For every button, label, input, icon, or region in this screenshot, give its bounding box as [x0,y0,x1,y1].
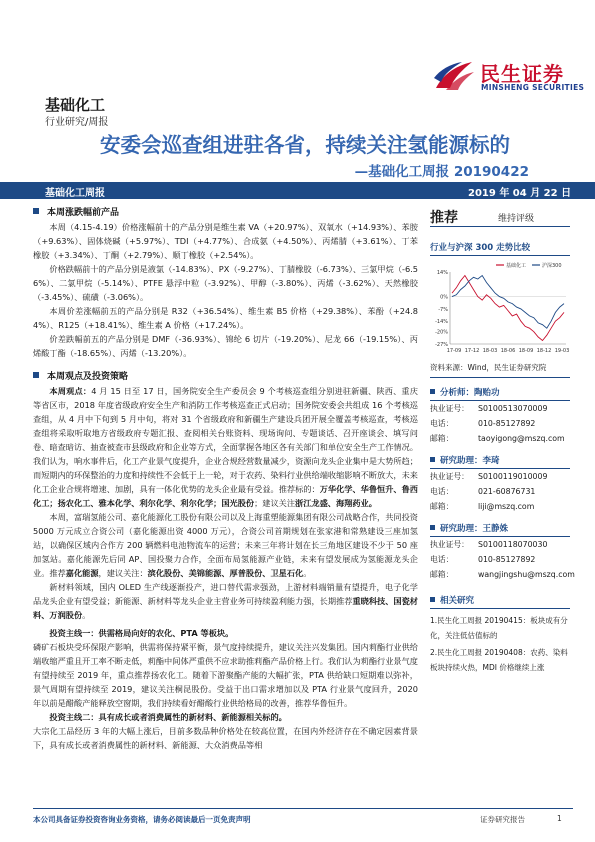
x-tick-label: 18-03 [482,348,498,354]
rating-box [430,206,570,227]
x-tick-label: 18-09 [518,348,534,354]
contact-row [430,552,570,567]
contact-value[interactable]: liji@mszq.com [478,502,535,511]
contact-value: 010-85127892 [478,419,536,428]
contact-row [430,499,570,514]
x-tick-label: 17-12 [464,348,480,354]
paragraph: 大宗化工品经历 3 年的大幅上涨后，目前多数品种价格处在较高位置，在国内外经济存在不确定因素背景下，具有成长或者消费属性的新材料、新能源、大众消费品等相 [33,726,418,750]
section-heading: 本周涨跌幅前产品 [33,206,418,220]
legend-label: 沪深300 [542,263,562,269]
series-line-hs300 [452,276,564,329]
page-subtitle: —基础化工周报 20190422 [354,164,529,180]
sidebar [430,206,575,675]
square-bullet-icon [430,457,435,462]
page-title: 安委会巡查组进驻各省，持续关注氢能源标的 [100,133,510,157]
brand-name-en: MINSHENG SECURITIES [481,83,585,92]
contact-row [430,469,570,484]
main-column [33,206,418,752]
related-heading: 相关研究 [430,594,570,609]
chart-source: 资料来源：Wind，民生证券研究院 [430,362,570,378]
contact-row [430,567,575,582]
x-tick-label: 19-03 [554,348,570,354]
rating-value: 维持评级 [498,214,535,224]
y-tick-label: -7% [438,306,448,313]
contact-value[interactable]: taoyigong@mszq.com [478,434,565,443]
contact-value: S0100119010009 [478,472,548,481]
contact-row [430,537,570,552]
y-tick-label: 0% [440,294,448,301]
related-report-link[interactable]: 2.民生化工周报 20190408：农药、染料板块持续火热，MDI 价格继续上涨 [430,648,568,672]
researcher-heading: 研究助理：王静姝 [430,522,570,537]
contact-key: 电话： [430,487,454,496]
contact-key: 邮箱： [430,570,454,579]
section-heading: 本周观点及投资策略 [33,370,418,384]
investment-line-heading: 投资主线一：供需格局向好的农化、PTA 等板块。 [49,628,234,638]
paragraph: 磷矿石板块受环保限产影响，供需将保持紧平衡，景气度持续提升，建议关注兴发集团。国内莉酯行业供给端收缩严重且开工率不断走低，莉酯中间体严重供不应求助推莉酯产品价格上行。我们认为莉酯行业景气度有望持续至 2019 年，重点推荐扬农化工。随着下游聚酯产能的大幅扩张，PTA 供给缺口短期难以弥补，景气周期有望持续至 2019，建议关注桐昆股份。受益于出口需求增加以及 PTA 行业景气度回升，2020 年以前是醋酸产能释放空窗期，我们持续看好醋酸行业供给格局的改善，推荐华鲁恒升。 [33,642,418,708]
paragraph: 本周，富瑞氢能公司、嘉化能源化工股份有限公司以及上海重塑能源集团有限公司战略合作，共同投资 5000 万元成立合资公司（嘉化能源出资 4000 万元），合资公司首期规划在张家港和常熟建设三座加氢站，以确保区域内合作方 200 辆燃料电池物流车的运营；未来三年将计划在长三角地区建设不少于 50 座加氢站。嘉化能源先后同 AP、国投聚力合作，全面布局氢能源产业链，未来有望发展成为氢能源龙头企业。推荐嘉化能源，建议关注：滨化股份、美锦能源、厚普股份、卫星石化。 [33,512,418,578]
investment-line-heading: 投资主线二：具有成长或者消费属性的新材料、新能源相关标的。 [49,712,287,722]
analyst-contact [430,401,570,446]
contact-key: 执业证号： [430,404,469,413]
contact-value: 010-85127892 [478,555,536,564]
header-bar-label: 基础化工周报 [45,188,105,199]
minsheng-logo-icon [432,58,476,92]
page-number: 1 [557,814,562,823]
square-bullet-icon [430,525,435,530]
industry-label: 基础化工 [45,96,106,114]
contact-value[interactable]: wangjingshu@mszq.com [478,570,575,579]
contact-row [430,416,570,431]
trend-chart [430,260,570,360]
contact-row [430,484,570,499]
analyst-heading: 分析师：陶贻功 [430,386,570,401]
researcher-heading: 研究助理：李琦 [430,454,570,469]
report-type: 行业研究/周报 [45,117,109,128]
y-tick-label: -20% [435,329,448,336]
contact-key: 电话： [430,419,454,428]
paragraph: 价格跌幅前十的产品分别是液氯（-14.83%）、PX（-9.27%）、丁腈橡胶（-6.73%）、三氯甲烷（-6.56%）、二氯甲烷（-5.14%）、PTFE 悬浮中粒（-3.92%）、甲醇（-3.80%）、丙烯（-3.62%）、天然橡胶（-3.45%）、硫磺（-3.06%）。 [33,264,418,302]
related-report-link[interactable]: 1.民生化工周报 20190415：板块成有分化，关注低估值标的 [430,616,568,640]
y-tick-label: -27% [435,342,448,348]
square-bullet-icon [33,208,39,214]
paragraph: 本周价差涨幅前五的产品分别是 R32（+36.54%）、维生素 B5 价格（+29.38%）、苯酚（+24.84%）、R125（+18.41%）、维生素 A 价格（+17.24%）。 [33,306,418,330]
contact-key: 邮箱： [430,502,454,511]
y-tick-label: 14% [436,270,448,276]
paragraph: 价差跌幅前五的产品分别是 DMF（-36.93%）、锦纶 6 切片（-19.20%）、尼龙 66（-19.15%）、丙烯酸丁酯（-18.65%）、丙烯（-13.20%）。 [33,334,418,358]
contact-key: 邮箱： [430,434,454,443]
contact-row [430,431,570,446]
contact-key: 电话： [430,555,454,564]
footer-label: 证券研究报告 [480,815,525,824]
footer-divider [33,808,573,809]
square-bullet-icon [430,389,435,394]
paragraph: 新材料领域，国内 OLED 生产线逐渐投产，进口替代需求强劲，上游材料端销量有望提升，电子化学品龙头企业有望受益；新能源、新材料等龙头企业主营业务可持续盈利能力强，长期推荐重晓科技、国瓷材料、万润股份。 [33,582,418,620]
researcher-contact [430,469,570,514]
contact-row [430,401,570,416]
rating-title: 推荐 [430,210,458,226]
x-tick-label: 18-12 [536,348,552,354]
brand-name-cn: 民生证券 [480,62,564,86]
series-line-industry [452,276,564,341]
chart-heading: 行业与沪深 300 走势比较 [430,241,570,256]
legend-label: 基础化工 [506,263,527,269]
square-bullet-icon [33,372,39,378]
contact-value: S0100118070030 [478,540,548,549]
x-tick-label: 17-09 [446,348,462,354]
contact-value: S0100513070009 [478,404,548,413]
x-tick-label: 18-06 [500,348,516,354]
researcher-contact [430,537,575,582]
y-tick-label: -14% [435,319,448,326]
paragraph: 本周观点：4 月 15 日至 17 日，国务院安全生产委员会 9 个考核巡查组分别进驻新疆、陕西、重庆等省区市，2018 年度省级政府安全生产和消防工作考核巡查正式启动；国务院安委会共组成 16 个考核巡查组，从 4 月中下旬到 5 月中旬，将对 31 个省级政府和新疆生产建设兵团开展全覆盖考核巡查，考核巡查组将采取听取地方省级政府专题汇报、查阅相关台账资料、现场询问、专题谈话、召开座谈会、填写问卷、暗查暗访、抽查被查市县级政府和企业等方式，全面掌握各地区各有关部门和单位安全生产工作情况。我们认为，响水事件后，化工产业景气度提升，企业合规经营数量减少，资源向龙头企业集中是大势所趋；而短期内的环保整治的力度和持续性不会低于上一轮，对于农药、染料行业供给端收缩影响不断放大，未来化工企业合规将增速、加剧，具有一体化优势的龙头企业最有受益。推荐标的：万华化学、华鲁恒升、鲁西化工；扬农化工、雅本化学、利尔化学、利尔化学；国光股份；建议关注浙江龙盛、海翔药业。 [33,386,418,508]
square-bullet-icon [430,597,435,602]
contact-key: 执业证号： [430,540,469,549]
footer-disclaimer: 本公司具备证券投资咨询业务资格，请务必阅读最后一页免责声明 [33,815,251,824]
paragraph: 本周（4.15-4.19）价格涨幅前十的产品分别是维生素 VA（+20.97%）、双氧水（+14.93%）、苯胺（+9.63%）、固体烧碱（+5.97%）、TDI（+4.77%）、合成氨（+4.50%）、丙烯腈（+3.61%）、丁苯橡胶（+3.34%）、丁酮（+2.79%）、顺丁橡胶（+2.54%）。 [33,222,418,260]
report-date: 2019 年 04 月 22 日 [468,188,572,199]
contact-key: 执业证号： [430,472,469,481]
contact-value: 021-60876731 [478,487,536,496]
